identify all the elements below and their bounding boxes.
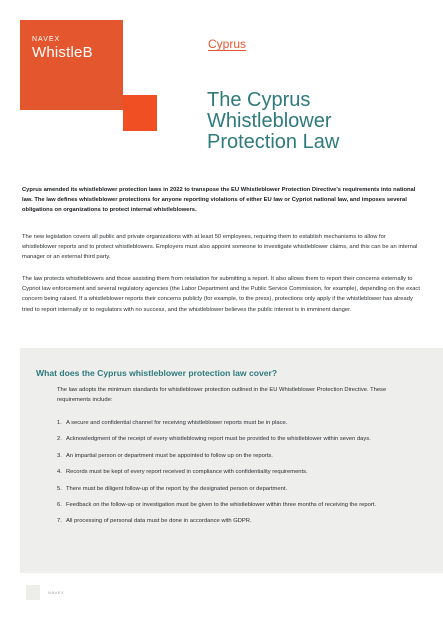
list-item-text: Records must be kept of every report received in compliance with confidentiality requirements. [66,469,308,476]
list-item-text: Feedback on the follow-up or investigation must be given to the whistleblower within three months of receiving the report. [66,501,376,508]
list-item [57,484,432,494]
body-paragraph-1: The new legislation covers all public and private organizations with at least 50 employees, requiring them to establish mechanisms to allow for whistleblower reports and to protect whistleblowers. Employers must also appoint someone to investigate whistleblower claims, and this can be an internal manager or an external third party. [22,234,418,261]
list-item-text: Acknowledgment of the receipt of every whistleblowing report must be provided to the whistleblower within seven days. [66,436,371,443]
panel-title: What does the Cyprus whistleblower protection law cover? [36,368,278,378]
list-item-number: 5. [57,485,62,492]
list-item [57,516,432,526]
list-item [57,467,432,477]
page-number-box [26,585,40,600]
list-item [57,434,432,444]
list-item-text: There must be diligent follow-up of the report by the designated person or department. [66,485,288,492]
list-item-text: All processing of personal data must be done in accordance with GDPR. [66,518,252,525]
list-item-number: 3. [57,452,62,459]
logo-product-name: WhistleB [32,44,93,61]
list-item [57,500,432,510]
list-item [57,418,432,428]
list-item-number: 2. [57,436,62,443]
list-item-number: 7. [57,518,62,525]
page-title: The Cyprus Whistleblower Protection Law [207,89,340,153]
logo-brand: NAVEX [32,36,61,43]
country-label: Cyprus [208,37,247,51]
requirements-list [57,418,432,533]
panel-intro: The law adopts the minimum standards for whistleblower protection outlined in the EU Whistleblower Protection Directive. These requirements include: [57,387,387,404]
body-paragraph-2: The law protects whistleblowers and those assisting them from retaliation for submitting a report. It also allows them to report their concerns externally to Cypriot law enforcement and several regulatory agencies (the Labor Department and the Public Service Commission, for example), depending on the exact concern being raised. If a whistleblower reports their concerns publicly (for example, to the press), protections only apply if the whistleblower has already tried to report internally or to regulators with no success, and the whistleblower believes the public interest is in imminent danger. [22,276,420,313]
list-item-number: 1. [57,420,62,426]
footer-brand: NAVEX [48,590,65,595]
list-item-number: 6. [57,501,62,508]
list-item-text: An impartial person or department must be appointed to follow up on the reports. [66,452,273,459]
lead-paragraph: Cyprus amended its whistleblower protection laws in 2022 to transpose the EU Whistleblower Protection Directive's requirements into national law. The law defines whistleblower protections for anyone reporting violations of either EU law or Cypriot national law, and imposes several obligations on organizations to protect internal whistleblowers. [22,187,416,214]
list-item [57,451,432,461]
logo-block [20,20,123,110]
list-item-text: A secure and confidential channel for receiving whistleblower reports must be in place. [66,420,288,426]
list-item-number: 4. [57,469,62,476]
accent-square [123,95,157,131]
requirements-panel [20,348,443,573]
